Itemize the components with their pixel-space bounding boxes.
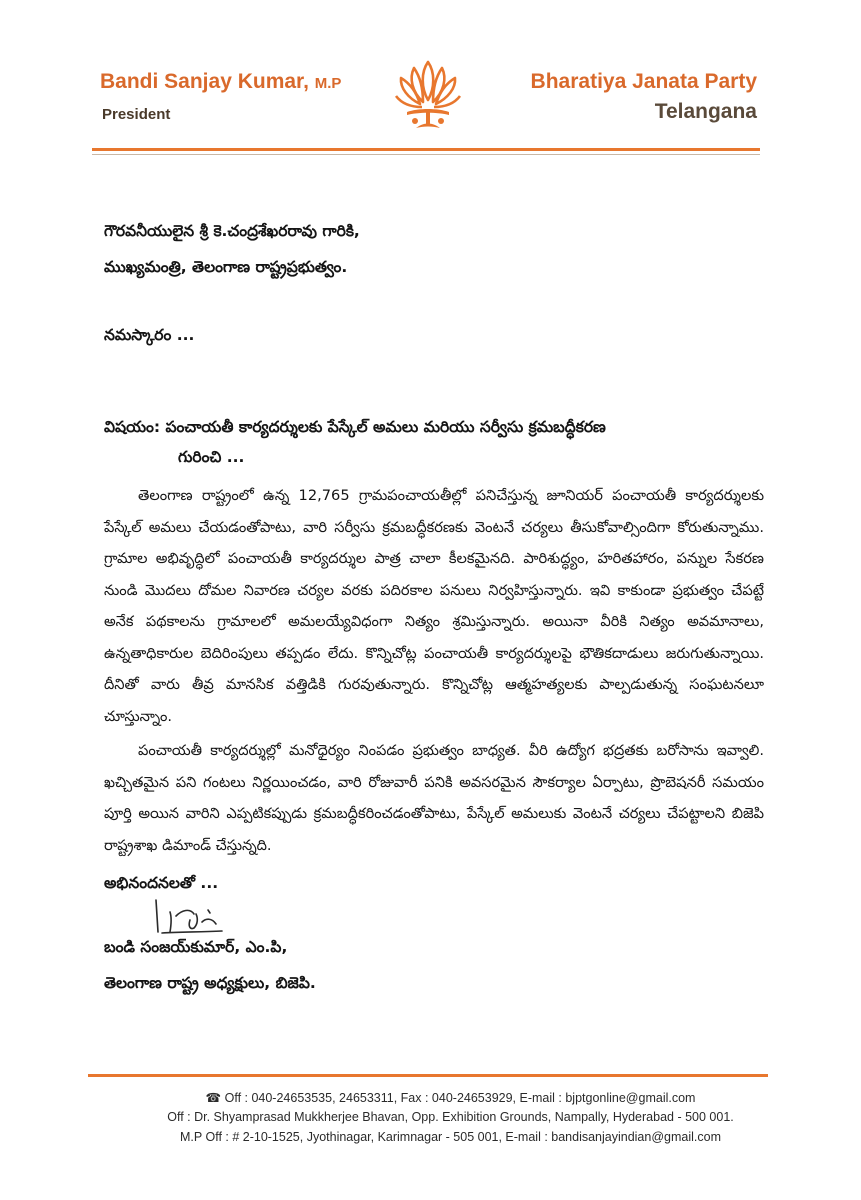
body-paragraph-1: తెలంగాణ రాష్ట్రంలో ఉన్న 12,765 గ్రామపంచాయతీల్లో పనిచేస్తున్న జూనియర్ పంచాయతీ కార్యదర్శులకు పేస్కేల్ అమలు చేయడంతోపాటు, వారి సర్వీసు క్రమబద్ధీకరణకు వెంటనే చర్యలు తీసుకోవాల్సిందిగా కోరుతున్నాము. గ్రామాల అభివృద్ధిలో పంచాయతీ కార్యదర్శుల పాత్ర చాలా కీలకమైనది. పారిశుద్ధ్యం, హరితహారం, పన్నుల సేకరణ నుండి మొదలు దోమల నివారణ చర్యల వరకు పదిరకాల పనులు నిర్వహిస్తున్నారు. ఇవి కాకుండా ప్రభుత్వం చేపట్టే అనేక పథకాలను గ్రామాలలో అమలయ్యేవిధంగా నిత్యం శ్రమిస్తున్నారు. అయినా వీరికి నిత్యం అవమానాలు, ఉన్నతాధికారుల బెదిరింపులు తప్పడం లేదు. కొన్నిచోట్ల పంచాయతీ కార్యదర్శులపై భౌతికదాడులు జరుగుతున్నాయి. దీనితో వారు తీవ్ర మానసిక వత్తిడికి గురవుతున్నారు. కొన్నిచోట్ల ఆత్మహత్యలకు పాల్పడుతున్న సంఘటనలూ చూస్తున్నాం. xyxy=(104,487,764,725)
footer-contact-line xyxy=(0,1090,861,1105)
footer-address-line: Off : Dr. Shyamprasad Mukkherjee Bhavan, Opp. Exhibition Grounds, Nampally, Hyderabad - 500 001. xyxy=(167,1110,734,1124)
letterhead-name-text: Bandi Sanjay Kumar, xyxy=(100,70,309,93)
letterhead-divider xyxy=(92,148,760,151)
phone-icon: ☎ xyxy=(205,1091,222,1105)
footer-divider xyxy=(88,1074,768,1077)
signatory-name: బండి సంజయ్‌కుమార్, ఎం.పి, xyxy=(104,938,288,956)
bjp-lotus-icon xyxy=(390,56,466,136)
footer-mp-office-line: M.P Off : # 2-10-1525, Jyothinagar, Karimnagar - 505 001, E-mail : bandisanjayindian@gmail.com xyxy=(180,1130,721,1144)
letterhead-state: Telangana xyxy=(654,100,757,123)
subject-line-2: గురించి ... xyxy=(178,448,245,466)
recipient-line-1: గౌరవనీయులైన శ్రీ కె.చంద్రశేఖరరావు గారికి, xyxy=(104,222,360,240)
letterhead-title: President xyxy=(102,106,171,123)
footer-line-1: Off : 040-24653535, 24653311, Fax : 040-24653929, E-mail : bjptgonline@gmail.com xyxy=(224,1091,696,1105)
closing: అభినందనలతో ... xyxy=(104,874,219,892)
signatory-designation: తెలంగాణ రాష్ట్ర అధ్యక్షులు, బిజెపి. xyxy=(104,974,316,992)
letterhead-name-suffix: M.P xyxy=(314,75,342,92)
letterhead-party: Bharatiya Janata Party xyxy=(530,70,757,93)
body-paragraph-2: పంచాయతీ కార్యదర్శుల్లో మనోధైర్యం నింపడం ప్రభుత్వం బాధ్యత. వీరి ఉద్యోగ భద్రతకు బరోసాను ఇవ్వాలి. ఖచ్చితమైన పని గంటలు నిర్ణయించడం, వారి రోజువారీ పనికి అవసరమైన సౌకర్యాల ఏర్పాటు, ప్రొబెషనరీ సమయం పూర్తి అయిన వారిని ఎప్పటికప్పుడు క్రమబద్ధీకరించడంతోపాటు, పేస్కేల్ అమలుకు వెంటనే చర్యలు చేపట్టాలని బిజెపి రాష్ట్రశాఖ డిమాండ్ చేస్తున్నది. xyxy=(104,742,764,854)
subject-line-1: విషయం: పంచాయతీ కార్యదర్శులకు పేస్కేల్ అమలు మరియు సర్వీసు క్రమబద్ధీకరణ xyxy=(104,418,606,436)
signature-image xyxy=(146,892,234,936)
greeting: నమస్కారం ... xyxy=(104,326,195,344)
letterhead-name xyxy=(100,70,341,94)
letterhead-divider-thin xyxy=(92,154,760,155)
recipient-line-2: ముఖ్యమంత్రి, తెలంగాణ రాష్ట్రప్రభుత్వం. xyxy=(104,258,348,276)
